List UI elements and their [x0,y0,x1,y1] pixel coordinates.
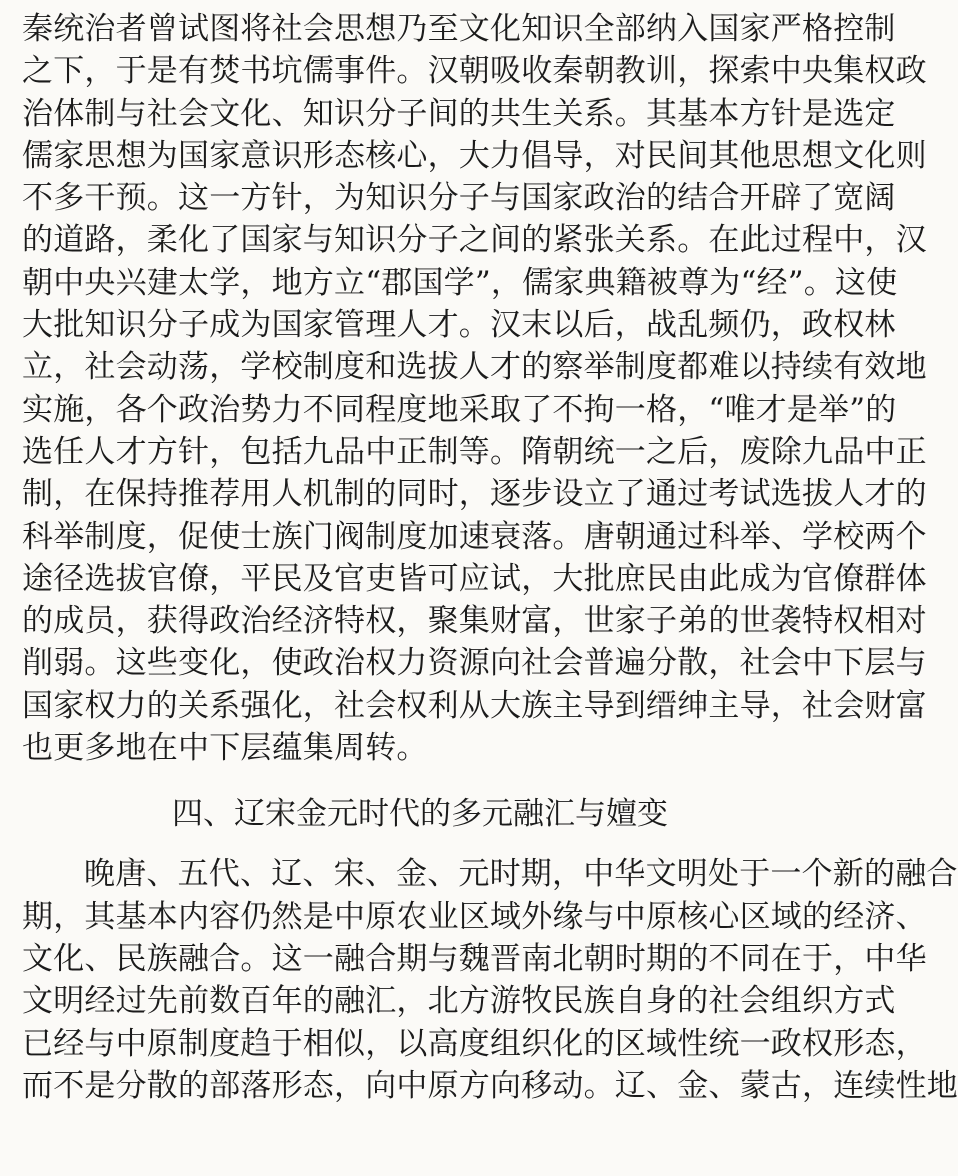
text-line: 削弱。这些变化，使政治权力资源向社会普遍分散，社会中下层与 [22,645,927,682]
text-line: 也更多地在中下层蕴集周转。 [22,730,428,767]
text-line: 期，其基本内容仍然是中原农业区域外缘与中原核心区域的经济、 [22,898,927,935]
text-line: 选任人才方针，包括九品中正制等。隋朝统一之后，废除九品中正 [22,433,927,470]
text-line: 朝中央兴建太学，地方立“郡国学”，儒家典籍被尊为“经”。这使 [22,264,898,301]
text-line: 途径选拔官僚，平民及官吏皆可应试，大批庶民由此成为官僚群体 [22,560,927,597]
text-line: 不多干预。这一方针，为知识分子与国家政治的结合开辟了宽阔 [22,180,896,217]
text-line: 秦统治者曾试图将社会思想乃至文化知识全部纳入国家严格控制 [22,11,896,47]
text-line: 文化、民族融合。这一融合期与魏晋南北朝时期的不同在于，中华 [22,940,927,977]
text-line: 晚唐、五代、辽、宋、金、元时期，中华文明处于一个新的融合 [84,856,958,893]
section-heading: 四、辽宋金元时代的多元融汇与嬗变 [172,796,668,833]
text-line: 制，在保持推荐用人机制的同时，逐步设立了通过考试选拔人才的 [22,476,927,513]
text-line: 而不是分散的部落形态，向中原方向移动。辽、金、蒙古，连续性地 [22,1067,958,1104]
text-line: 实施，各个政治势力不同程度地采取了不拘一格，“唯才是举”的 [22,391,897,428]
text-line: 的成员，获得政治经济特权，聚集财富，世家子弟的世袭特权相对 [22,603,927,640]
text-line: 的道路，柔化了国家与知识分子之间的紧张关系。在此过程中，汉 [22,222,927,259]
paragraph-1 [22,8,927,769]
text-line: 儒家思想为国家意识形态核心，大力倡导，对民间其他思想文化则 [22,137,927,174]
text-line: 文明经过先前数百年的融汇，北方游牧民族自身的社会组织方式 [22,983,896,1020]
text-line: 已经与中原制度趋于相似，以高度组织化的区域性统一政权形态， [22,1025,927,1062]
text-line: 治体制与社会文化、知识分子间的共生关系。其基本方针是选定 [22,95,896,132]
text-line: 科举制度，促使士族门阀制度加速衰落。唐朝通过科举、学校两个 [22,518,927,555]
text-line: 国家权力的关系强化，社会权利从大族主导到缙绅主导，社会财富 [22,687,927,724]
text-line: 大批知识分子成为国家管理人才。汉末以后，战乱频仍，政权林 [22,307,896,344]
text-line: 之下，于是有焚书坑儒事件。汉朝吸收秦朝教训，探索中央集权政 [22,53,927,90]
text-line: 立，社会动荡，学校制度和选拔人才的察举制度都难以持续有效地 [22,349,927,386]
book-page [22,8,958,1107]
paragraph-2 [22,853,958,1107]
